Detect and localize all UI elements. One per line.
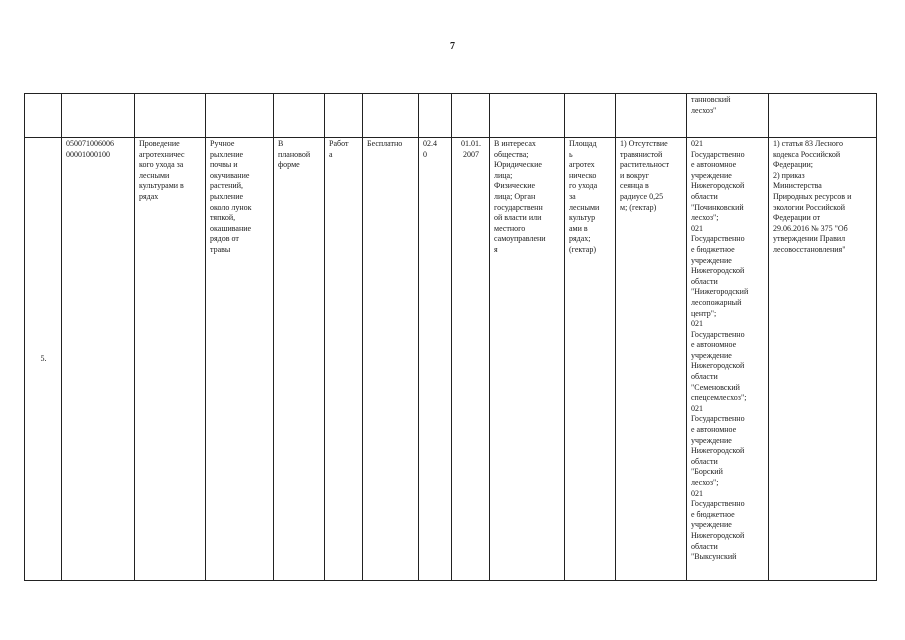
volume-cell	[565, 138, 616, 581]
table-cell	[135, 94, 206, 138]
table-cell	[452, 94, 490, 138]
quality-indicator: 1) Отсутствие травянистой растительност и вокруг сеянца в радиусе 0,25 м; (гектар)	[620, 139, 670, 212]
table-cell	[206, 94, 274, 138]
consumer-categories: В интересах общества; Юридические лица; Физические лица; Орган государственн ой власти или местного самоуправлени я	[494, 139, 546, 254]
work-name-cell	[135, 138, 206, 581]
table-row	[25, 138, 877, 581]
payment-terms: Бесплатно	[367, 139, 403, 148]
table-cell	[62, 94, 135, 138]
code2-cell	[419, 138, 452, 581]
description-cell	[206, 138, 274, 581]
table-cell	[363, 94, 419, 138]
table-cell	[325, 94, 363, 138]
institutions-continued-text: танновский лесхоз"	[691, 95, 731, 115]
table-cell	[616, 94, 687, 138]
payment-cell	[363, 138, 419, 581]
provision-form: В плановой форме	[278, 139, 311, 170]
work-name: Проведение агротехничес кого ухода за лесными культурами в рядах	[139, 139, 185, 201]
institutions-list: 021 Государственно е автономное учреждение Нижегородской области "Починковский лесхоз"; 021 Государственно е бюджетное учреждение Нижегородской области "Нижегородский лесопожарный центр"; 021 Государственно е автономное учреждение Нижегородской области "Семеновский спецсемлесхоз"; 021 Государственно е автономное учреждение Нижегородской области "Борский лесхоз"; 021 Государственно е бюджетное учреждение Нижегородской области "Выксунский	[691, 139, 749, 562]
institutions-cell	[687, 138, 769, 581]
start-date: 01.01. 2007	[461, 139, 481, 159]
service-type: Работ а	[329, 139, 349, 159]
quality-cell	[616, 138, 687, 581]
table-cell	[274, 94, 325, 138]
volume-indicator: Площад ь агротех ническо го ухода за лесными культур ами в рядах; (гектар)	[569, 139, 600, 254]
date-cell	[452, 138, 490, 581]
work-description: Ручное рыхление почвы и окучивание растений, рыхление около лунок тяпкой, окашивание рядов от травы	[210, 139, 252, 254]
row-number-cell	[25, 138, 62, 581]
registry-code: 050071006006 00001000100	[66, 139, 114, 159]
form-cell	[274, 138, 325, 581]
table-cell	[769, 94, 877, 138]
table-cell	[490, 94, 565, 138]
page-number: 7	[450, 41, 455, 52]
table-cell	[565, 94, 616, 138]
type-cell	[325, 138, 363, 581]
consumers-cell	[490, 138, 565, 581]
row-number: 5.	[40, 354, 47, 364]
table-cell	[25, 94, 62, 138]
legal-basis: 1) статья 83 Лесного кодекса Российской Федерации; 2) приказ Министерства Природных ресурсов и экологии Российской Федерации от 29.06.2016 № 375 "Об утверждении Правил лесовосстановления"	[773, 139, 852, 254]
register-table	[24, 93, 877, 581]
table-cell	[419, 94, 452, 138]
okved-code: 02.4 0	[423, 139, 437, 159]
table-row-continuation	[25, 94, 877, 138]
code-cell	[62, 138, 135, 581]
table-cell-institutions-continued	[687, 94, 769, 138]
legal-basis-cell	[769, 138, 877, 581]
